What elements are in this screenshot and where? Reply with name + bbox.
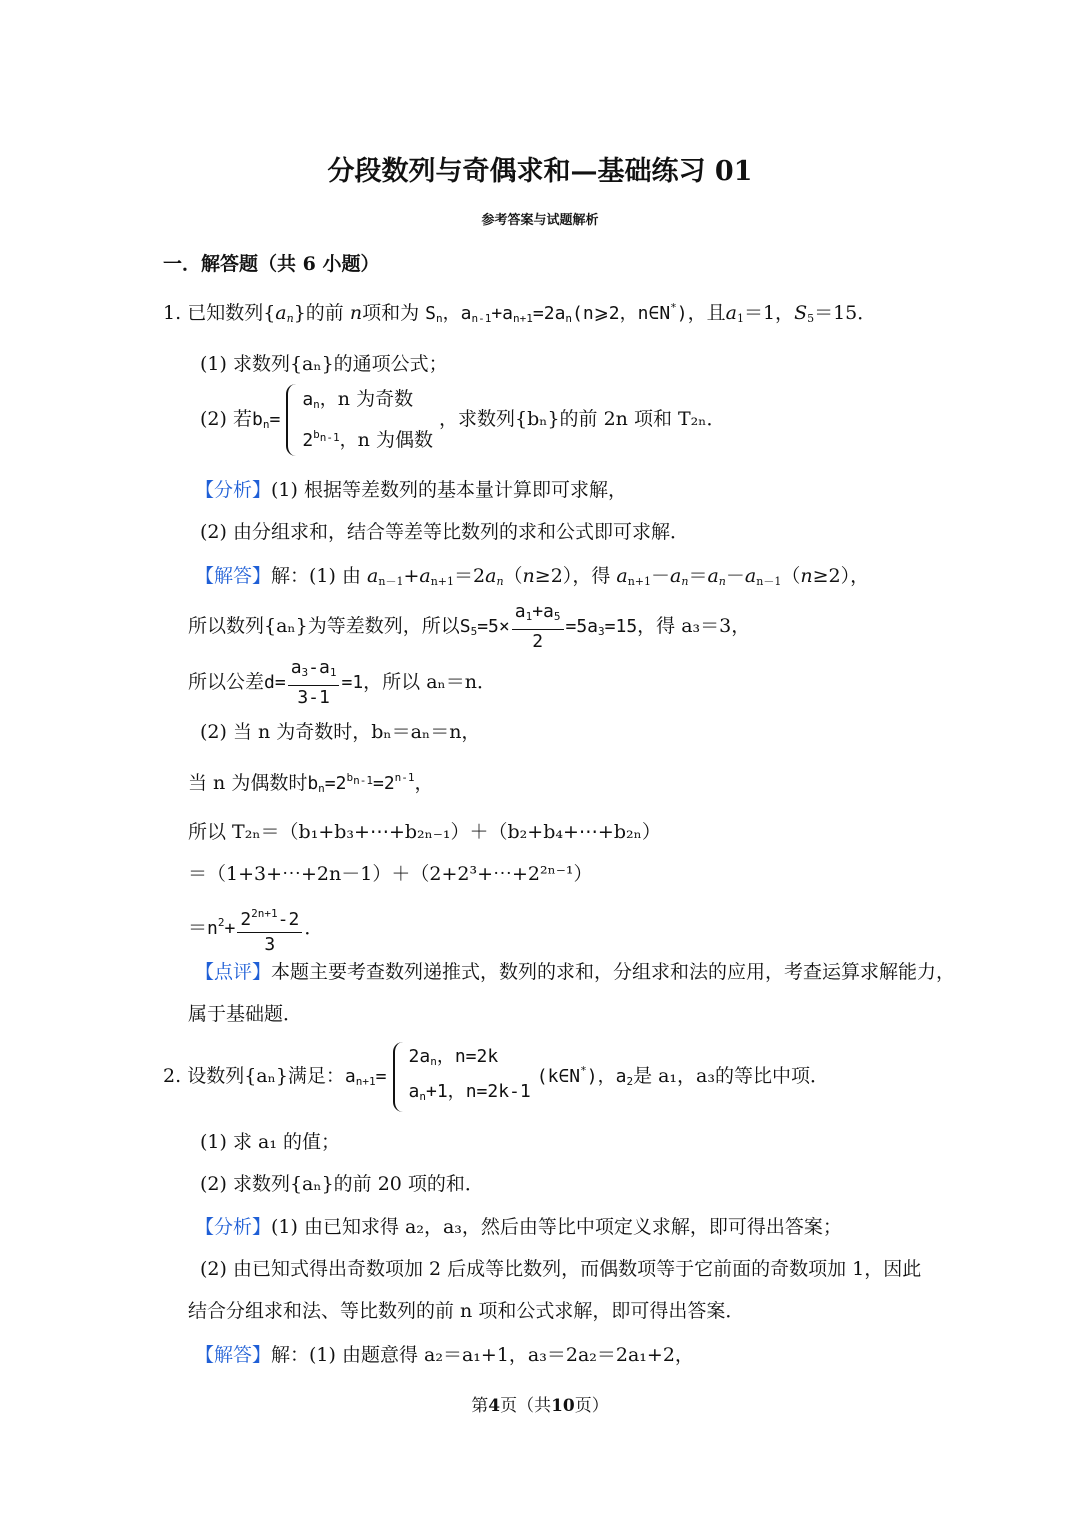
q2-number: 2. bbox=[163, 1065, 182, 1087]
q1-part2: (2) 若$b_n=$ $a_n$，n 为奇数 $2^{b_{n-1}}$，n 为偶数 ，求数列{bₙ}的前 2n 项和 T₂ₙ． bbox=[200, 384, 726, 456]
q1-sol-7: ＝（1+3+⋯+2n－1）＋（2+2³+⋯+2²ⁿ⁻¹） bbox=[188, 863, 593, 885]
q2-part1: (1) 求 a₁ 的值； bbox=[200, 1131, 340, 1153]
q1-number: 1. bbox=[163, 302, 182, 324]
section-heading: 一．解答题（共 6 小题） bbox=[163, 253, 380, 275]
q2-analysis-3: 结合分组求和法、等比数列的前 n 项和公式求解，即可得出答案． bbox=[188, 1300, 745, 1322]
q1-part1: (1) 求数列{aₙ}的通项公式； bbox=[200, 353, 448, 375]
page-title: 分段数列与奇偶求和—基础练习 01 bbox=[327, 156, 753, 187]
analysis-tag: 【分析】 bbox=[195, 479, 272, 501]
analysis-tag: 【分析】 bbox=[195, 1216, 272, 1238]
q1-analysis-2: (2) 由分组求和，结合等差等比数列的求和公式即可求解． bbox=[200, 521, 689, 543]
q1-solution: 【解答】解：(1) 由 $a_{n-1}+a_{n+1}=2a_n(n\ge 2)$，得 $a_{n+1}-a_n=a_n-a_{n-1}(n\ge 2)$， bbox=[195, 565, 870, 588]
q2-analysis-2: (2) 由已知式得出奇数项加 2 后成等比数列，而偶数项等于它前面的奇数项加 1，因此 bbox=[200, 1258, 922, 1280]
solution-tag: 【解答】 bbox=[195, 1344, 272, 1366]
page-subtitle: 参考答案与试题解析 bbox=[481, 213, 599, 228]
q2-part2: (2) 求数列{aₙ}的前 20 项的和． bbox=[200, 1173, 484, 1195]
page-total: 10 bbox=[551, 1396, 575, 1416]
q1-analysis: 【分析】(1) 根据等差数列的基本量计算即可求解， bbox=[195, 479, 627, 501]
solution-tag: 【解答】 bbox=[195, 565, 272, 587]
q1-sol-3: 所以公差d= $\frac{a_3-a_1}{3-1}$ =1，所以 aₙ＝n． bbox=[188, 657, 496, 708]
q1-comment: 【点评】本题主要考查数列递推式，数列的求和，分组求和法的应用，考查运算求解能力， bbox=[195, 961, 956, 983]
q1-sol-6: 所以 T₂ₙ＝（b₁+b₃+⋯+b₂ₙ₋₁）＋（b₂+b₄+⋯+b₂ₙ） bbox=[188, 821, 661, 843]
q1-sol-2: 所以数列{aₙ}为等差数列，所以$S_5=5\times$ $\frac{a_1+a_5}{2}$ $=5a_3=15$，得 a₃＝3， bbox=[188, 601, 751, 652]
q2-solution: 【解答】解：(1) 由题意得 a₂＝a₁+1，a₃＝2a₂＝2a₁+2， bbox=[195, 1344, 694, 1366]
comment-tag: 【点评】 bbox=[195, 961, 272, 983]
page-number: 4 bbox=[488, 1396, 501, 1416]
page-footer: 第4页（共10页） bbox=[471, 1396, 609, 1416]
q1-comment-2: 属于基础题． bbox=[188, 1003, 303, 1025]
q2-stem: 2. 设数列{aₙ}满足：$a_{n+1}=$ $2a_n$，n=2k $a_n+1$，n=2k-1 (k∈N*)，$a_2$是 a₁，a₃的等比中项． bbox=[163, 1042, 829, 1112]
piecewise-b: $a_n$，n 为奇数 $2^{b_{n-1}}$，n 为偶数 bbox=[286, 384, 433, 456]
q1-sol-5: 当 n 为偶数时$b_n=2^{b_{n-1}}=2^{n-1}$， bbox=[188, 771, 434, 795]
q1-sol-8: $=n^2+$ $\frac{2^{2n+1}-2}{3}$ ． bbox=[188, 896, 323, 957]
piecewise-a: $2a_n$，n=2k $a_n+1$，n=2k-1 bbox=[393, 1042, 531, 1112]
q1-stem: 1. 已知数列$\{a_n\}$的前 n项和为 $S_n$，$a_{n-1}+a_{n+1}=2a_n(n⩾2$，n∈N*)，且$a_1=1$，$S_5=15$． bbox=[163, 301, 877, 325]
q1-sol-4: (2) 当 n 为奇数时，bₙ＝aₙ＝n， bbox=[200, 721, 481, 743]
q2-analysis: 【分析】(1) 由已知求得 a₂，a₃，然后由等比中项定义求解，即可得出答案； bbox=[195, 1216, 842, 1238]
